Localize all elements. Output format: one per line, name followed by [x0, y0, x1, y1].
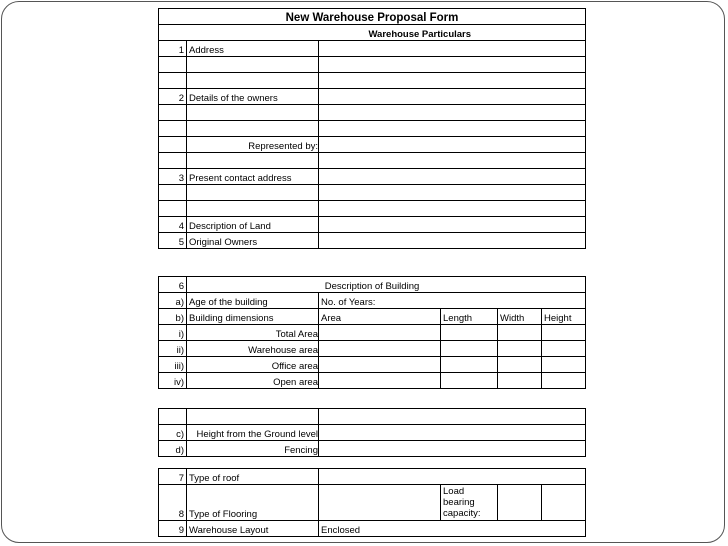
represented-by-field[interactable]: [319, 153, 586, 169]
owners-label: Details of the owners: [187, 89, 319, 105]
row-number: 2: [159, 89, 187, 105]
row-number: d): [159, 441, 187, 457]
length-field[interactable]: [441, 325, 498, 341]
row-number: i): [159, 325, 187, 341]
original-owners-field[interactable]: [319, 233, 586, 249]
width-column-header: Width: [498, 309, 542, 325]
address-field[interactable]: [319, 41, 586, 57]
load-bearing-label: Load bearing capacity:: [441, 485, 498, 521]
row-number: 8: [159, 485, 187, 521]
area-field[interactable]: [319, 341, 441, 357]
age-label: Age of the building: [187, 293, 319, 309]
flooring-label: Type of Flooring: [187, 485, 319, 521]
area-field[interactable]: [319, 373, 441, 389]
row-number: 3: [159, 169, 187, 185]
open-area-label: Open area: [187, 373, 319, 389]
row-number: 7: [159, 469, 187, 485]
roof-field[interactable]: [319, 469, 586, 485]
width-field[interactable]: [498, 325, 542, 341]
ground-height-label: Height from the Ground level: [187, 425, 319, 441]
height-field[interactable]: [542, 373, 586, 389]
height-field[interactable]: [319, 409, 586, 425]
owners-field[interactable]: [319, 89, 586, 105]
contact-field[interactable]: [319, 201, 586, 217]
address-label: Address: [187, 41, 319, 57]
row-number: iii): [159, 357, 187, 373]
length-field[interactable]: [441, 357, 498, 373]
row-number: 1: [159, 41, 187, 57]
load-bearing-field[interactable]: [498, 485, 542, 521]
roof-label: Type of roof: [187, 469, 319, 485]
building-description-table: [158, 276, 586, 389]
height-field[interactable]: [542, 341, 586, 357]
warehouse-area-label: Warehouse area: [187, 341, 319, 357]
represented-by-field[interactable]: [319, 137, 586, 153]
length-field[interactable]: [441, 341, 498, 357]
layout-label: Warehouse Layout: [187, 521, 319, 537]
section-subtitle: Warehouse Particulars: [187, 25, 586, 41]
contact-field[interactable]: [319, 169, 586, 185]
height-field[interactable]: [542, 325, 586, 341]
contact-field[interactable]: [319, 185, 586, 201]
represented-by-label: Represented by:: [187, 137, 319, 153]
building-heading: Description of Building: [187, 277, 586, 293]
form-title: New Warehouse Proposal Form: [159, 9, 586, 25]
height-field[interactable]: [319, 425, 586, 441]
width-field[interactable]: [498, 357, 542, 373]
area-column-header: Area: [319, 309, 441, 325]
row-number: iv): [159, 373, 187, 389]
owners-field[interactable]: [319, 105, 586, 121]
area-field[interactable]: [319, 357, 441, 373]
row-number: ii): [159, 341, 187, 357]
height-field[interactable]: [542, 357, 586, 373]
office-area-label: Office area: [187, 357, 319, 373]
row-number: c): [159, 425, 187, 441]
fencing-field[interactable]: [319, 441, 586, 457]
warehouse-particulars-table: [158, 8, 586, 249]
load-bearing-unit-field[interactable]: [542, 485, 586, 521]
original-owners-label: Original Owners: [187, 233, 319, 249]
land-field[interactable]: [319, 217, 586, 233]
area-field[interactable]: [319, 325, 441, 341]
row-number: 4: [159, 217, 187, 233]
row-number: b): [159, 309, 187, 325]
row-number: 9: [159, 521, 187, 537]
address-field[interactable]: [319, 73, 586, 89]
width-field[interactable]: [498, 341, 542, 357]
length-field[interactable]: [441, 373, 498, 389]
age-field[interactable]: No. of Years:: [319, 293, 586, 309]
row-number: 5: [159, 233, 187, 249]
height-column-header: Height: [542, 309, 586, 325]
width-field[interactable]: [498, 373, 542, 389]
flooring-field[interactable]: [319, 485, 441, 521]
address-field[interactable]: [319, 57, 586, 73]
row-number: a): [159, 293, 187, 309]
site-details-table: [158, 408, 586, 457]
land-label: Description of Land: [187, 217, 319, 233]
length-column-header: Length: [441, 309, 498, 325]
layout-field[interactable]: Enclosed: [319, 521, 586, 537]
total-area-label: Total Area: [187, 325, 319, 341]
contact-label: Present contact address: [187, 169, 319, 185]
owners-field[interactable]: [319, 121, 586, 137]
structure-table: [158, 468, 586, 537]
row-number: 6: [159, 277, 187, 293]
dimensions-label: Building dimensions: [187, 309, 319, 325]
fencing-label: Fencing: [187, 441, 319, 457]
